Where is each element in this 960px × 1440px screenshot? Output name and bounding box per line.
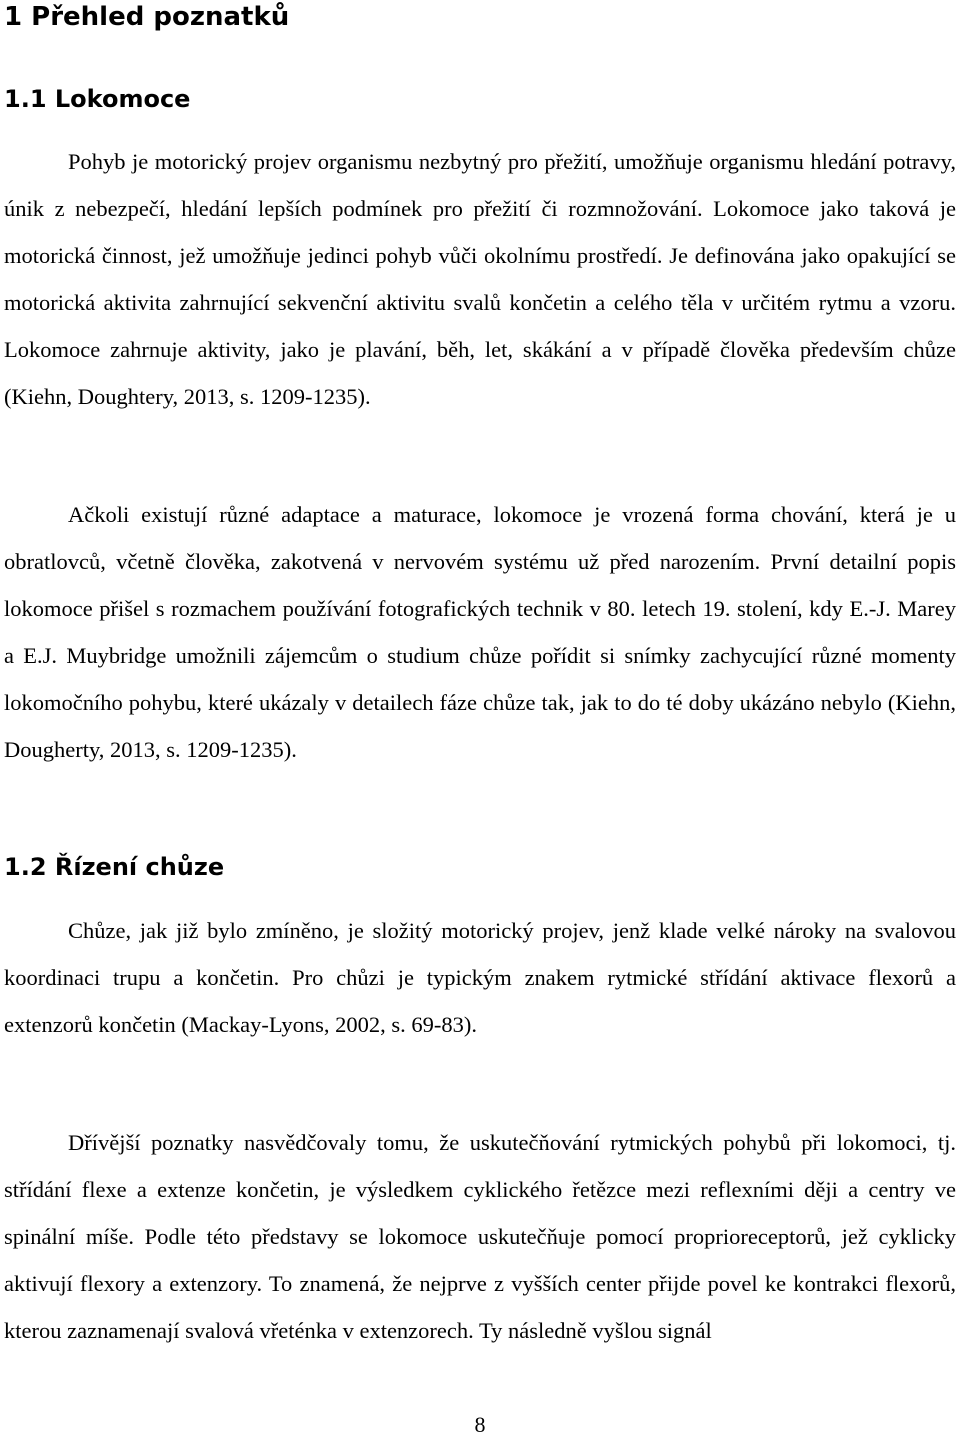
page-number: 8 (474, 1412, 486, 1437)
section-heading-lokomoce: 1.1 Lokomoce (4, 85, 191, 113)
chapter-heading: 1 Přehled poznatků (4, 2, 290, 32)
paragraph-chuze-coordination: Chůze, jak již bylo zmíněno, je složitý motorický projev, jenž klade velké nároky na svalovou koordinaci trupu a končetin. Pro chůzi je typickým znakem rytmické střídání aktivace flexorů a extenzorů končetin (Mackay-Lyons, 2002, s. 69-83). (4, 918, 956, 1037)
paragraph-lokomoce-definition: Pohyb je motorický projev organismu nezbytný pro přežití, umožňuje organismu hledání potravy, únik z nebezpečí, hledání lepších podmínek pro přežití či rozmnožování. Lokomoce jako taková je motorická činnost, jež umožňuje jedinci pohyb vůči okolnímu prostředí. Je definována jako opakující se motorická aktivita zahrnující sekvenční aktivitu svalů končetin a celého těla v určitém rytmu a vzoru. Lokomoce zahrnuje aktivity, jako je plavání, běh, let, skákání a v případě člověka především chůze (Kiehn, Doughtery, 2013, s. 1209-1235). (4, 149, 956, 409)
section-heading-rizeni-chuze: 1.2 Řízení chůze (4, 853, 225, 881)
paragraph-lokomoce-history: Ačkoli existují různé adaptace a maturace, lokomoce je vrozená forma chování, která je u obratlovců, včetně člověka, zakotvená v nervovém systému už před narozením. První detailní popis lokomoce přišel s rozmachem používání fotografických technik v 80. letech 19. stolení, kdy E.-J. Marey a E.J. Muybridge umožnili zájemcům o studium chůze pořídit si snímky zachycující různé momenty lokomočního pohybu, které ukázaly v detailech fáze chůze tak, jak to do té doby ukázáno nebylo (Kiehn, Dougherty, 2013, s. 1209-1235). (4, 502, 956, 762)
paragraph-reflex-theory: Dřívější poznatky nasvědčovaly tomu, že uskutečňování rytmických pohybů při lokomoci, tj. střídání flexe a extenze končetin, je výsledkem cyklického řetězce mezi reflexními ději a centry ve spinální míše. Podle této představy se lokomoce uskutečňuje pomocí proprioreceptorů, jež cyklicky aktivují flexory a extenzory. To znamená, že nejprve z vyšších center přijde povel ke kontrakci flexorů, kterou zaznamenají svalová vřeténka v extenzorech. Ty následně vyšlou signál (4, 1130, 956, 1343)
